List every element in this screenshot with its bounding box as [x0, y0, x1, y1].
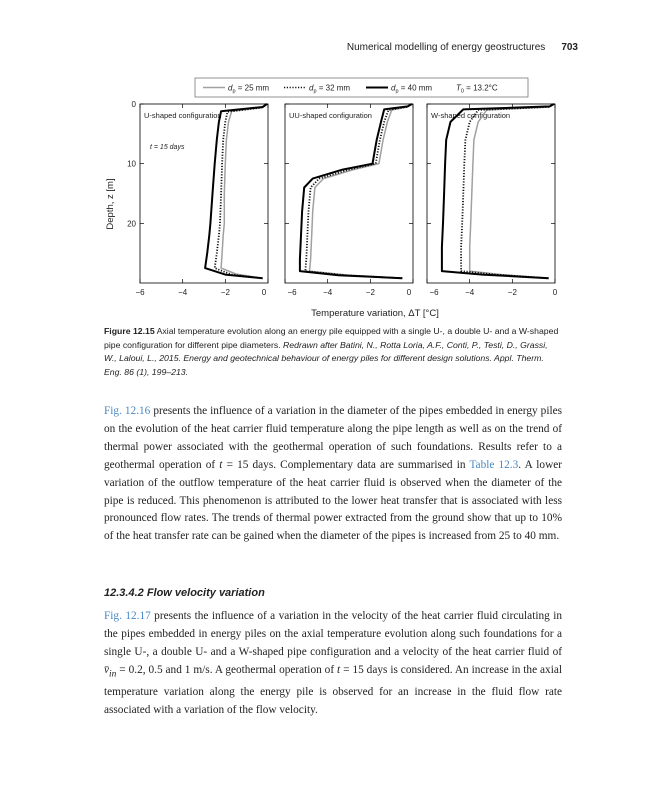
math-variable: v̄	[104, 663, 110, 676]
y-tick-label: 20	[127, 219, 136, 229]
x-tick-label: −6	[135, 288, 145, 297]
x-tick-label: −4	[178, 288, 188, 297]
legend-label-40mm: $d_p = 40$ mm	[391, 83, 433, 95]
panel-frame	[427, 104, 555, 283]
x-tick-label: −2	[365, 288, 375, 297]
paragraph-2	[104, 608, 562, 720]
paragraph-text: = 15 days is considered. An increase in the axial temperature variation along the energy pile is observed for an increase in the fluid flow rate associated with a variation of the flow velocity.	[104, 663, 562, 716]
series-line-25mm	[470, 104, 554, 278]
figure-caption	[104, 325, 562, 379]
time-label: t = 15 days	[150, 144, 185, 151]
chart-panel-1	[127, 100, 268, 297]
series-line-32mm	[461, 104, 554, 278]
math-subscript: in	[109, 668, 117, 679]
section-heading: 12.3.4.2 Flow velocity variation	[104, 587, 265, 599]
chart-panel-2	[285, 104, 413, 297]
chart-panels	[127, 100, 558, 297]
paragraph-text: = 15 days. Complementary data are summarised in	[222, 458, 470, 471]
y-tick-label: 10	[127, 159, 136, 169]
panel-title: W-shaped configuration	[431, 111, 511, 120]
caption-lead: Figure 12.15	[104, 326, 155, 336]
series-line-40mm	[300, 104, 412, 278]
paragraph-text: presents the influence of a variation in the velocity of the heat carrier fluid circulating in the pipes embedded in energy piles on the axial temperature evolution along such foundations for a single U-, a double U- and a W-shaped pipe configuration and a velocity of the heat carrier fluid of	[104, 610, 562, 658]
paragraph-1	[104, 403, 562, 546]
paragraph-text: presents the influence of a variation in the diameter of the pipes embedded in energy piles on the evolution of the heat carrier fluid temperature along the pipe length as well as on the trend of thermal power associated with the geothermal operation of such foundations. Results refer to a geothermal operation of	[104, 405, 563, 471]
y-axis-label: Depth, z [m]	[105, 178, 116, 230]
figure-reference-link[interactable]: Fig. 12.17	[104, 610, 151, 622]
paragraph-text: = 0.2, 0.5 and 1 m/s. A geothermal operation of	[116, 663, 338, 676]
x-tick-label: −2	[220, 288, 230, 297]
x-tick-label: −6	[429, 288, 439, 297]
panel-frame	[140, 104, 268, 283]
math-variable: t	[337, 663, 341, 676]
y-tick-label: 0	[131, 100, 136, 109]
math-variable: t	[219, 458, 223, 471]
series-line-40mm	[205, 104, 267, 278]
legend-label-25mm: $d_p = 25$ mm	[228, 83, 270, 95]
caption-text: Axial temperature evolution along an energy pile equipped with a single U-, a double U- and a W-shaped pipe configuration for different pipe diameters.	[104, 326, 559, 350]
table-reference-link[interactable]: Table 12.3	[469, 458, 519, 471]
figure-12-15	[100, 72, 570, 322]
legend-t0-label: $T_0 = 13.2^\circ C$	[456, 83, 498, 95]
paragraph-text: . A lower variation of the outflow temperature of the heat carrier fluid is observed when the diameter of the pipe is reduced. This phenomenon is attributed to the lower heat transfer that is associated with less pronounced flow rates. The trends of thermal power extracted from the ground show that up to 10% of the heat transfer rate can be gained when the diameter of the pipes is increased from 25 to 40 mm.	[104, 458, 563, 543]
chart-panel-3	[427, 104, 558, 297]
x-tick-label: −4	[323, 288, 333, 297]
caption-source: Redrawn after Batini, N., Rotta Loria, A.F., Conti, P., Testi, D., Grassi, W., Laloui, L., 2015. Energy and geotechnical behaviour of energy piles for different design solutions. Appl. Therm. Eng. 86 (1), 199–213.	[104, 339, 548, 377]
series-line-25mm	[221, 104, 267, 278]
running-title: Numerical modelling of energy geostructures	[346, 42, 546, 53]
x-axis-label: Temperature variation, ΔT [°C]	[311, 308, 439, 319]
series-line-40mm	[442, 104, 554, 278]
series-line-25mm	[310, 104, 412, 278]
x-tick-label: −4	[465, 288, 475, 297]
panel-title: UU-shaped configuration	[289, 111, 372, 120]
temperature-depth-chart	[100, 72, 570, 322]
page-number: 703	[561, 42, 578, 53]
series-line-32mm	[305, 104, 412, 278]
x-tick-label: 0	[406, 288, 412, 297]
panel-title: U-shaped configuration	[144, 111, 222, 120]
x-tick-label: −6	[287, 288, 297, 297]
x-tick-label: 0	[552, 288, 558, 297]
running-header	[347, 42, 578, 53]
x-tick-label: 0	[261, 288, 267, 297]
x-tick-label: −2	[507, 288, 517, 297]
figure-reference-link[interactable]: Fig. 12.16	[104, 405, 151, 417]
legend-label-32mm: $d_p = 32$ mm	[309, 83, 351, 95]
